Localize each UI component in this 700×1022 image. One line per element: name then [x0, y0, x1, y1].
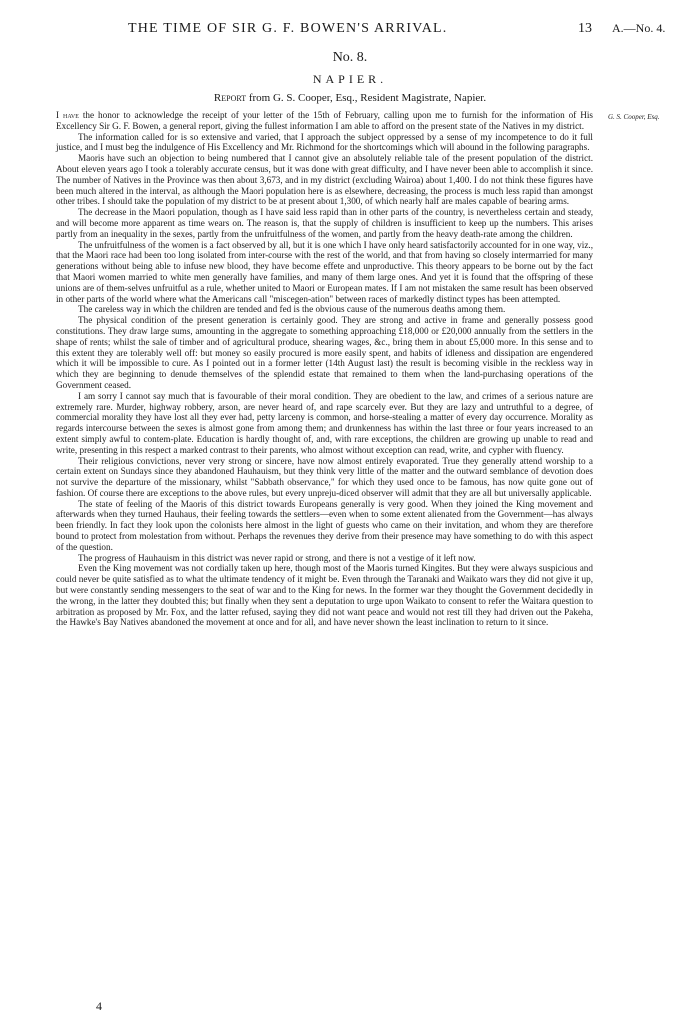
report-body — [56, 110, 593, 628]
report-heading — [0, 92, 700, 104]
paragraph-text: the honor to acknowledge the receipt of your letter of the 15th of February, calling upon me to furnish for the information of His Excellency Sir G. F. Bowen, a general report, giving the fullest information I am able to afford on the present state of the Natives in my district. — [56, 110, 594, 131]
running-title: THE TIME OF SIR G. F. BOWEN'S ARRIVAL. — [128, 21, 448, 36]
report-author: from G. S. Cooper, Esq., Resident Magistrate, Napier. — [246, 92, 487, 104]
paragraph: The unfruitfulness of the women is a fact observed by all, but it is one which I have only heard satisfactorily accounted for in one way, viz., that the Maori race had been too long isolated from inter-course with the rest of the world, and that from having so closely intermarried for many generations without being able to infuse new blood, they have become effete and unproductive. This theory appears to be borne out by the fact that Maori women married to white men generally have families, and many of them large ones. And yet it is found that the offspring of these unions are of them-selves unfruitful as a rule, whether united to Maori or European mates. If I am not mistaken the same result has been observed in other parts of the world where what the Americans call "miscegen-ation" between races of markedly distinct types has been attempted. — [56, 239, 593, 304]
signature-mark: 4 — [96, 999, 102, 1013]
paragraph — [56, 110, 593, 132]
paragraph: The progress of Hauhauism in this district was never rapid or strong, and there is not a vestige of it left now. — [78, 552, 476, 563]
paper-reference: A.—No. 4. — [612, 21, 666, 35]
document-number: No. 8. — [332, 50, 368, 65]
paragraph: The state of feeling of the Maoris of this district towards Europeans generally is very good. When they joined the King movement and afterwards when they turned Hauhaus, their feeling towards the settlers—even when to some extent alienated from the Government—has always been friendly. In fact they look upon the colonists here almost in the light of guests who came on their invitation, and whom they are therefore bound to protect from molestation from without. Perhaps the revenues they derive from their presence may have something to do with this aspect of the question. — [56, 498, 593, 552]
paragraph: I am sorry I cannot say much that is favourable of their moral condition. They are obedient to the law, and crimes of a serious nature are extremely rare. Murder, highway robbery, arson, are never heard of, and rape scarcely ever. But they are lazy and untruthful to a degree, of commercial morality they have lost all they ever had, petty larceny is common, and horse-stealing a matter of every day occurrence. Morality as regards intercourse between the sexes is almost gone from among them; and drunkenness has within the last three or four years increased to an extent simply awful to contem-plate. Education is hardly thought of, and, with rare exceptions, the children are growing up unable to read and write, presenting in this respect a marked contrast to their parents, who almost without exception can read, write, and cypher with fluency. — [56, 390, 593, 455]
paragraph: Even the King movement was not cordially taken up here, though most of the Maoris turned Kingites. But they were always suspicious and could never be quite satisfied as to what the ultimate tendency of it might be. Even through the Taranaki and Waikato wars they did not give it up, but were constantly sending messengers to the seat of war and to the King for news. In the former war they thought the Government decidedly in the wrong, in the latter they doubted this; but finally when they sent a deputation to urge upon Waikato to consent to refer the Waitara question to arbitration as proposed by Mr. Fox, and the latter refused, saying they did not want peace and would not rest till they had driven out the Pakeha, the Hawke's Bay Natives abandoned the movement at once and for all, and have never shown the least inclination to return to it since. — [56, 563, 593, 628]
paragraph: The decrease in the Maori population, though as I have said less rapid than in other parts of the country, is nevertheless certain and steady, and will become more apparent as time wears on. The reason is, that the supply of children is insufficient to keep up the numbers. This arises partly from an inequality in the sexes, partly from the unfruitfulness of the women, and partly from the heavy death-rate among the children. — [56, 207, 593, 239]
page-number: 13 — [578, 21, 592, 36]
page-header — [0, 21, 700, 41]
paragraph: Maoris have such an objection to being numbered that I cannot give an absolutely reliable tale of the present population of the district. About eleven years ago I took a tolerably accurate census, but it was done with great difficulty, and I have never been able to accomplish it since. The number of Natives in the Province was then about 3,673, and in my district (excluding Wairoa) about 1,400. I do not think these figures have been much altered in the interval, as although the Maori population here is as elsewhere, decreasing, the process is much less rapid than amongst other tribes. I should take the population of my district to be at present about 1,300, of which nearly half are males capable of bearing arms. — [56, 153, 593, 207]
paragraph: The careless way in which the children are tended and fed is the obvious cause of the numerous deaths among them. — [78, 304, 506, 315]
paragraph: Their religious convictions, never very strong or sincere, have now almost entirely evaporated. True they generally attend worship to a certain extent on Sundays since they abandoned Hauhauism, but they think very little of the matter and the outward semblance of devotion does not survive the departure of the missionary, whilst "Sabbath observance," for which they used once to be famous, has now quite gone out of fashion. Of course there are exceptions to the above rules, but every unpreju-diced observer will admit that they are all but universally applicable. — [56, 455, 593, 498]
place-heading: NAPIER. — [312, 72, 388, 86]
margin-note: G. S. Cooper, Esq. — [608, 113, 660, 121]
report-word: Report — [213, 92, 247, 104]
paragraph: The physical condition of the present generation is certainly good. They are strong and active in frame and generally possess good constitutions. They draw large sums, amounting in the aggregate to something approaching £18,000 or £20,000 annually from the settlers in the shape of rents; whilst the sale of timber and of agricultural produce, shearing wages, &c., bring them in about £5,000 more. In this sense and to this extent they are tolerably well off: but money so easily procured is more easily spent, and habits of idleness and dissipation are engendered which it will be impossible to cure. As I pointed out in a former letter (14th August last) the result is becoming visible in the reckless way in which they are beginning to denude themselves of the splendid estate that remained to them when the land-purchasing operations of the Government ceased. — [56, 315, 593, 390]
opening-words: I have — [56, 110, 79, 120]
paragraph: The information called for is so extensive and varied, that I approach the subject oppressed by a sense of my incompetence to do it full justice, and I must beg the indulgence of His Excellency and Mr. Richmond for the shortcomings which will abound in the following paragraphs. — [56, 131, 593, 153]
